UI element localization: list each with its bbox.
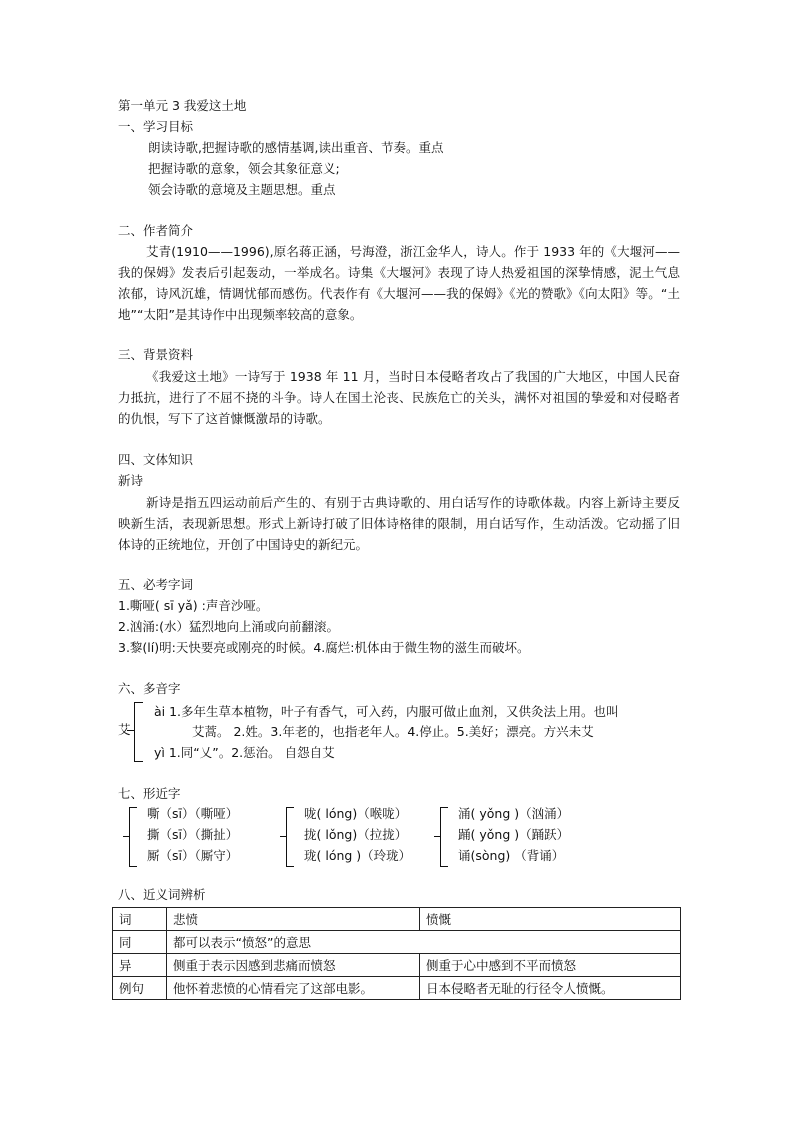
background-info <box>118 366 680 429</box>
table-cell: 都可以表示“愤怒”的意思 <box>167 931 681 954</box>
author-intro-text: 艾青(1910——1996),原名蒋正涵，号海澄，浙江金华人，诗人。作于 1933 年的《大堰河——我的保姆》发表后引起轰动，一举成名。诗集《大堰河》表现了诗人热爱祖国的深挚情感，泥土气息浓郁，诗风沉雄，情调忧郁而感伤。代表作有《大堰河——我的保姆》《光的赞歌》《向太阳》等。“土地”“太阳”是其诗作中出现频率较高的意象。 <box>118 244 680 322</box>
table-cell: 同 <box>113 931 167 954</box>
table-cell: 侧重于心中感到不平而愤怒 <box>420 954 681 977</box>
table-cell: 词 <box>113 908 167 931</box>
left-brace <box>129 807 137 867</box>
similar-char: 诵(sòng) （背诵） <box>458 848 565 863</box>
table-cell: 他怀着悲愤的心情看完了这部电影。 <box>167 977 420 1000</box>
reading-yi-line: yì 1.同“乂”。2.惩治。 自怨自艾 <box>154 745 335 760</box>
similar-char: 珑( lóng )（玲珑） <box>304 848 412 863</box>
table-row <box>113 977 681 1000</box>
section-7-heading: 七、形近字 <box>118 786 181 801</box>
vocab-item: 3.黎(lí)明:天快要亮或刚亮的时候。4.腐烂:机体由于微生物的滋生而破坏。 <box>118 640 530 655</box>
similar-char: 嘶（sī）（嘶哑） <box>147 806 239 821</box>
genre-text: 新诗是指五四运动前后产生的、有别于古典诗歌的、用白话写作的诗歌体裁。内容上新诗主要反映新生活，表现新思想。形式上新诗打破了旧体诗格律的限制，用白话写作，生动活泼。它动摇了旧体诗的正统地位，开创了中国诗史的新纪元。 <box>118 495 680 552</box>
genre-knowledge <box>118 492 680 555</box>
similar-char: 踊( yǒng )（踊跃） <box>458 827 570 842</box>
section-8-heading: 八、近义词辨析 <box>118 887 206 902</box>
table-cell: 例句 <box>113 977 167 1000</box>
similar-group-long <box>286 805 436 867</box>
similar-group-yong <box>440 805 610 867</box>
table-row <box>113 931 681 954</box>
table-row <box>113 908 681 931</box>
reading-ai-line1: ài 1.多年生草本植物，叶子有香气，可入药，内服可做止血剂，又供灸法上用。也叫 <box>154 704 619 719</box>
similar-char: 撕（sī）（撕扯） <box>147 827 239 842</box>
similar-char: 咙( lóng)（喉咙） <box>304 806 408 821</box>
section-1-heading: 一、学习目标 <box>118 119 194 134</box>
vocab-item: 2.汹涌:(水）猛烈地向上涌或向前翻滚。 <box>118 619 340 634</box>
table-cell: 异 <box>113 954 167 977</box>
section-4-heading: 四、文体知识 <box>118 452 194 467</box>
table-row <box>113 954 681 977</box>
table-cell: 悲愤 <box>167 908 420 931</box>
left-brace <box>286 807 294 867</box>
genre-subheading: 新诗 <box>118 473 144 488</box>
section-3-heading: 三、背景资料 <box>118 347 194 362</box>
section-6-heading: 六、多音字 <box>118 681 181 696</box>
left-brace <box>134 702 143 762</box>
lesson-title: 第一单元 3 我爱这土地 <box>118 98 247 113</box>
vocab-item: 1.嘶哑( sī yǎ) :声音沙哑。 <box>118 598 269 613</box>
goal-item: 领会诗歌的意境及主题思想。重点 <box>148 182 336 197</box>
goal-item: 把握诗歌的意象，领会其象征意义; <box>148 161 340 176</box>
synonym-table <box>112 907 681 1000</box>
background-text: 《我爱这土地》一诗写于 1938 年 11 月，当时日本侵略者攻占了我国的广大地区，中国人民奋力抵抗，进行了不屈不挠的斗争。诗人在国土沦丧、民族危亡的关头，满怀对祖国的挚爱和对侵略者的仇恨，写下了这首慷慨激昂的诗歌。 <box>118 369 680 426</box>
section-2-heading: 二、作者简介 <box>118 223 194 238</box>
table-cell: 愤慨 <box>420 908 681 931</box>
polyphone-char: 艾 <box>118 722 131 737</box>
goal-item: 朗读诗歌,把握诗歌的感情基调,读出重音、节奏。重点 <box>148 140 444 155</box>
author-intro <box>118 241 680 325</box>
polyphone-block <box>118 700 683 762</box>
left-brace <box>440 807 448 867</box>
similar-char: 拢( lǒng)（拉拢） <box>304 827 408 842</box>
similar-char: 厮（sī）（厮守） <box>147 848 239 863</box>
similar-char: 涌( yǒng )（汹涌） <box>458 806 570 821</box>
table-cell: 日本侵略者无耻的行径令人愤慨。 <box>420 977 681 1000</box>
section-5-heading: 五、必考字词 <box>118 577 194 592</box>
reading-ai-line2: 艾蒿。 2.姓。3.年老的，也指老年人。4.停止。5.美好；漂亮。方兴未艾 <box>192 724 594 739</box>
similar-group-si <box>129 805 279 867</box>
table-cell: 侧重于表示因感到悲痛而愤怒 <box>167 954 420 977</box>
